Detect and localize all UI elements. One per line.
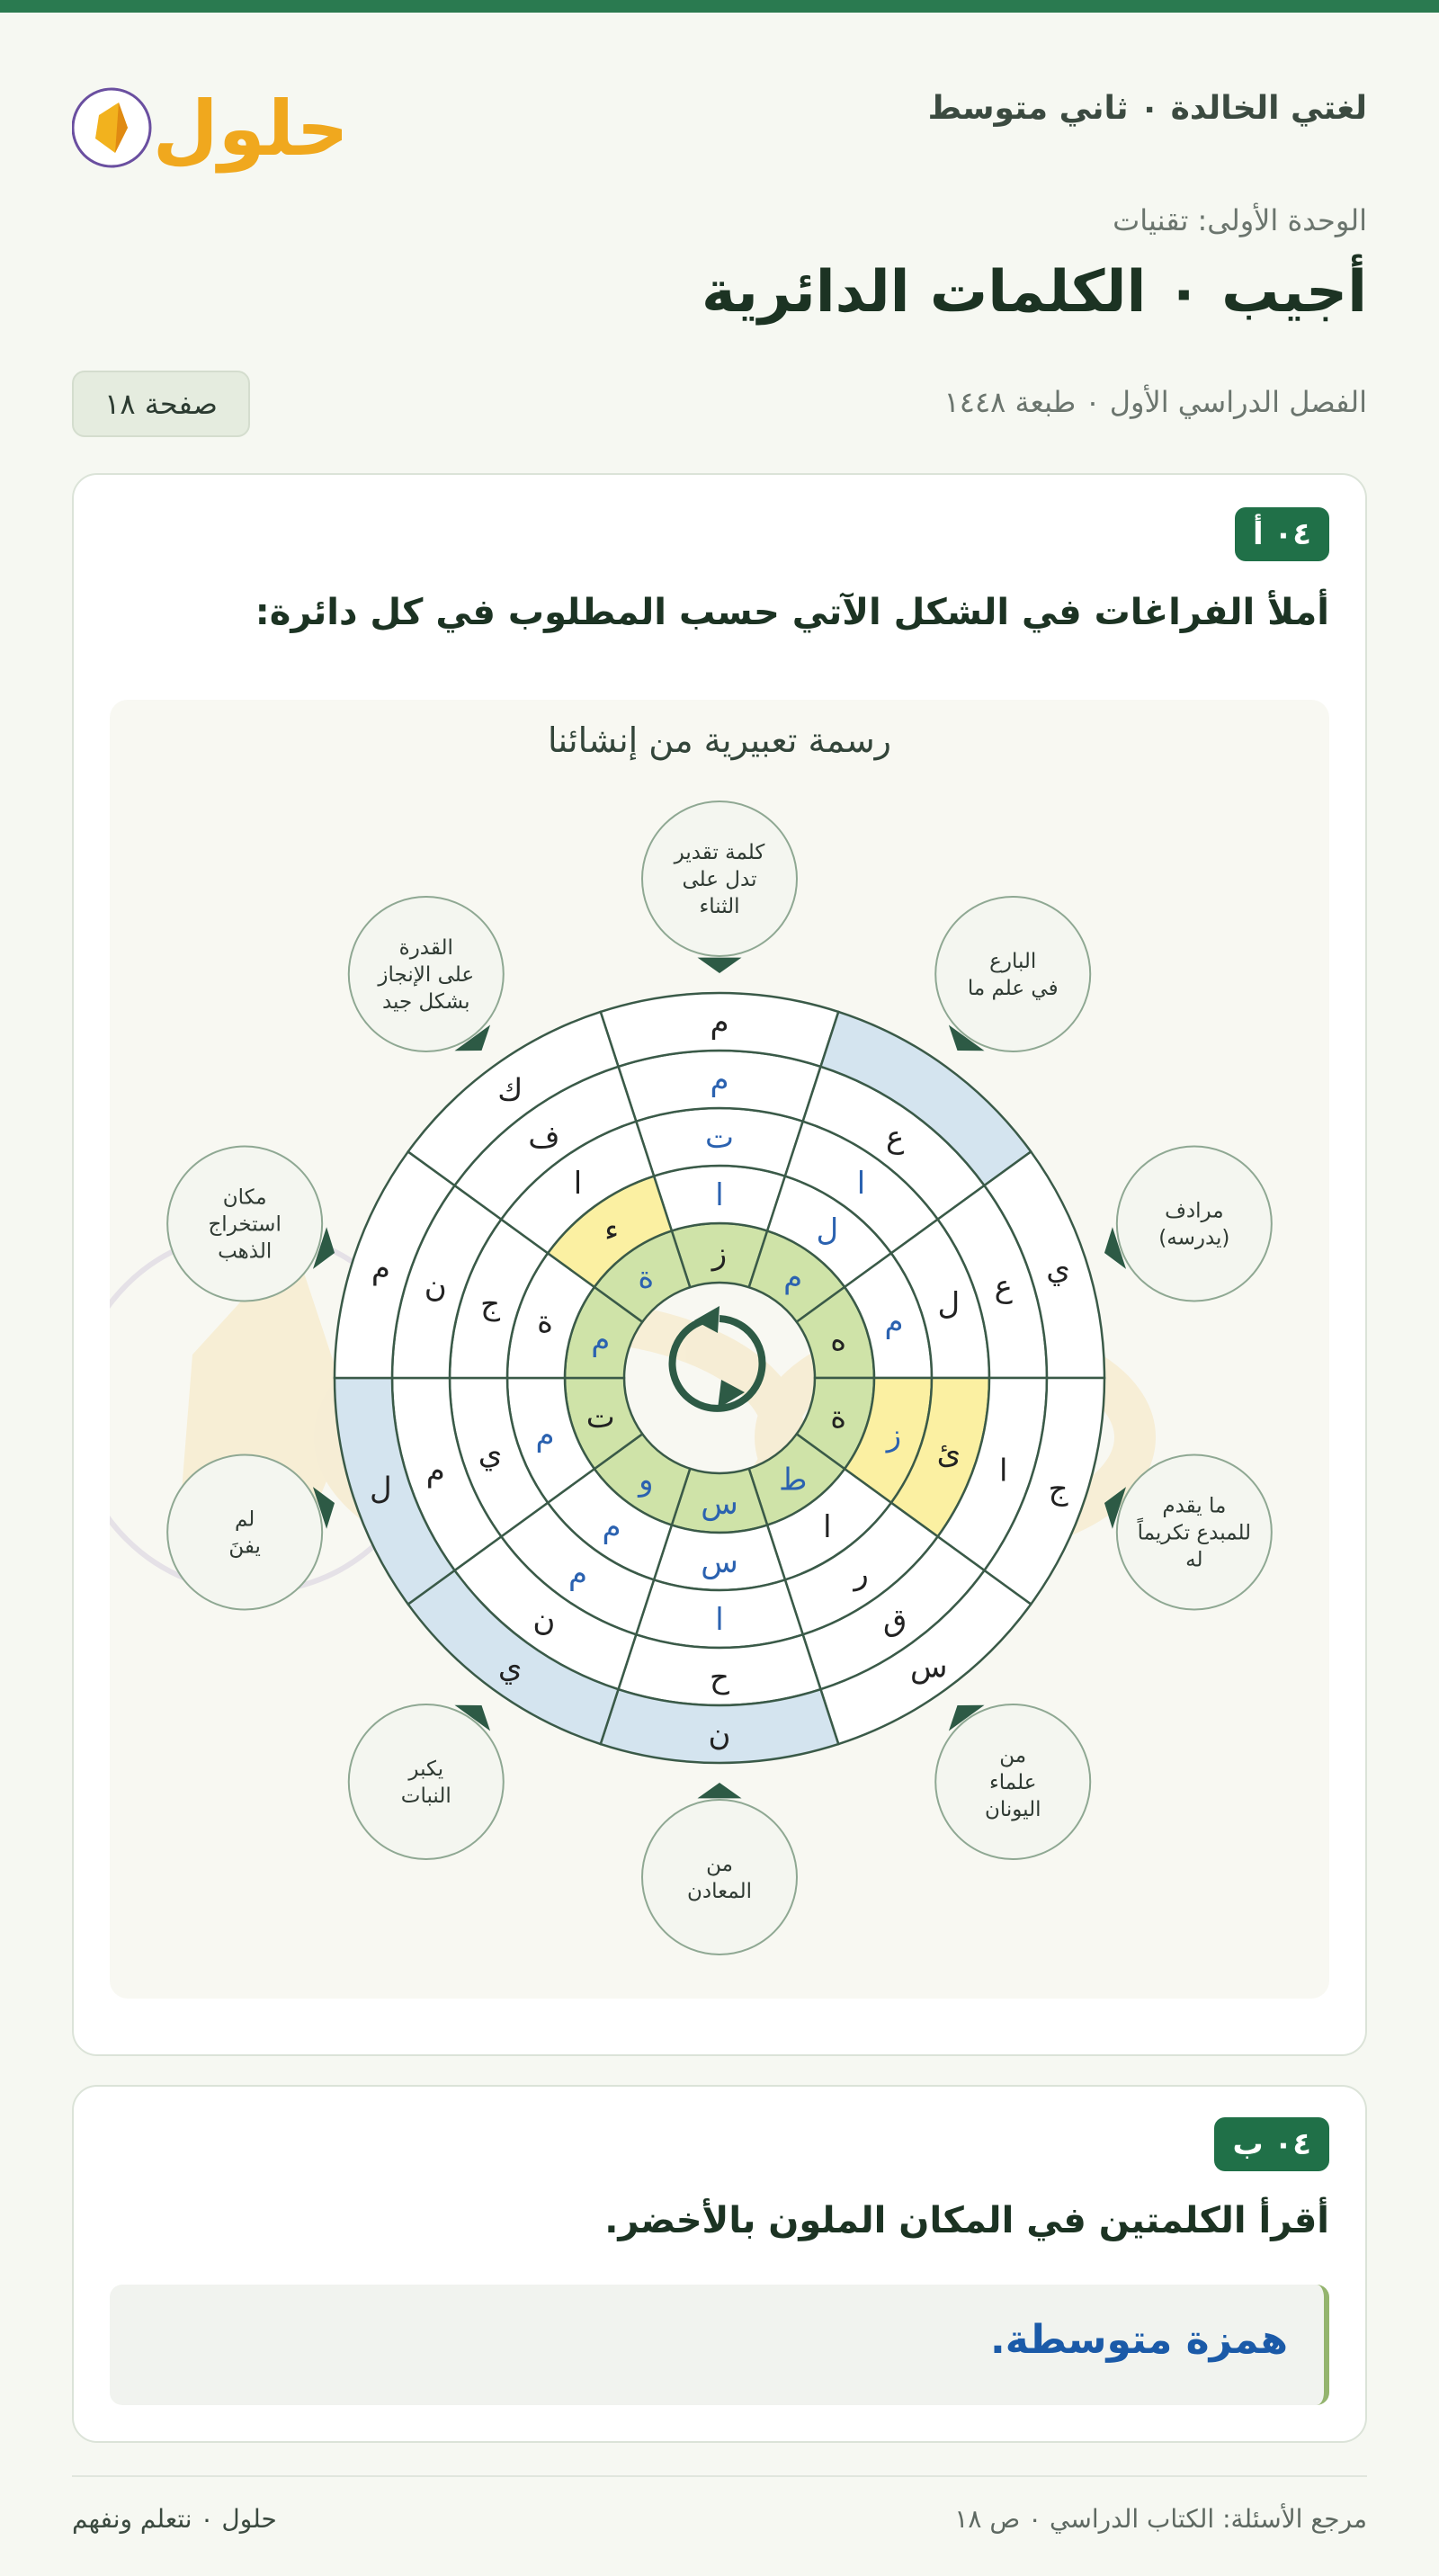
wheel-letter: م xyxy=(535,1418,555,1454)
wheel-letter: ق xyxy=(882,1602,907,1639)
term-edition: الفصل الدراسي الأول ٠ طبعة ١٤٤٨ xyxy=(943,385,1367,419)
wheel-letter: م xyxy=(783,1259,803,1296)
hint-text: ما يقدم للمبدع تكريماً له xyxy=(1137,1494,1252,1572)
wheel-letter: ت xyxy=(585,1399,615,1436)
hulul-logo[interactable] xyxy=(72,65,342,182)
hint-text: القدرة على الإنجاز بشكل جيد xyxy=(378,935,475,1014)
wheel-letter: م xyxy=(425,1453,445,1489)
wheel-letter: ل xyxy=(816,1212,839,1248)
wheel-letter: ة xyxy=(537,1303,553,1340)
wheel-letter: ي xyxy=(1046,1250,1070,1287)
page-title: أجيب ٠ الكلمات الدائرية xyxy=(702,259,1367,326)
question-card-4a xyxy=(72,473,1367,2056)
wheel-letter: ز xyxy=(711,1236,728,1272)
wheel-letter: ا xyxy=(823,1509,832,1546)
wheel-letter: ع xyxy=(885,1119,905,1156)
wheel-letter: ك xyxy=(497,1072,523,1109)
wheel-letter: ف xyxy=(528,1119,560,1156)
hint-text: يكبر النبات xyxy=(400,1758,451,1809)
top-accent-bar xyxy=(0,0,1439,13)
answer-box xyxy=(110,2285,1329,2405)
diagram-caption: رسمة تعبيرية من إنشائنا xyxy=(547,720,892,760)
wheel-letter: و xyxy=(639,1462,654,1498)
wheel-letter: ئ xyxy=(936,1435,961,1471)
wheel-letter: ح xyxy=(710,1659,729,1695)
wheel-letter: ت xyxy=(704,1120,735,1156)
wheel-letter: ن xyxy=(708,1717,731,1753)
wheel-letter: س xyxy=(910,1649,948,1686)
wheel-letter: م xyxy=(602,1509,621,1546)
wheel-letter: ي xyxy=(478,1435,503,1471)
question-number-badge: ٠٤ ب xyxy=(1214,2117,1329,2171)
wheel-letter: ة xyxy=(830,1399,847,1436)
wheel-letter: ن xyxy=(532,1602,556,1639)
wheel-letter: ة xyxy=(638,1259,655,1296)
hint-text: كلمة تقدير تدل على الثناء xyxy=(674,841,765,918)
wheel-letter: ا xyxy=(573,1166,583,1203)
wheel-letter: ن xyxy=(424,1268,447,1305)
wheel-letter: م xyxy=(884,1303,904,1340)
wheel-letter: ر xyxy=(854,1555,869,1592)
unit-label: الوحدة الأولى: تقنيات xyxy=(1113,203,1367,237)
hint-circle xyxy=(349,1704,504,1859)
wheel-letter: س xyxy=(701,1544,738,1580)
wheel-letter: س xyxy=(701,1486,738,1522)
wheel-letter: ج xyxy=(480,1286,501,1323)
wheel-letter: م xyxy=(710,1062,729,1098)
logo-text: حلول xyxy=(152,85,342,173)
hint-text: مرادف (يدرسه) xyxy=(1158,1199,1230,1250)
wheel-letter: ط xyxy=(778,1462,808,1498)
hint-text: من المعادن xyxy=(687,1853,752,1903)
hint-circle xyxy=(1117,1146,1272,1301)
footer-reference: مرجع الأسئلة: الكتاب الدراسي ٠ ص ١٨ xyxy=(954,2504,1367,2534)
wheel-letter: م xyxy=(568,1555,588,1592)
wheel-letter: ع xyxy=(994,1268,1013,1305)
hint-arrow xyxy=(698,1783,742,1798)
wheel-letter: ز xyxy=(886,1418,902,1454)
wheel-letter: ا xyxy=(715,1602,724,1638)
question-number-badge: ٠٤ أ xyxy=(1235,507,1329,561)
hint-text: لم يفنَ xyxy=(228,1507,261,1559)
question-text: أقرأ الكلمتين في المكان الملون بالأخضر. xyxy=(604,2200,1329,2241)
wheel-letter: ل xyxy=(370,1471,392,1507)
hint-arrow xyxy=(698,958,742,973)
answer-text: همزة متوسطة. xyxy=(990,2317,1288,2363)
wheel-letter: م xyxy=(371,1250,390,1287)
wheel-letter: ا xyxy=(999,1453,1008,1489)
hint-circle xyxy=(935,897,1090,1051)
hint-text: البارع في علم ما xyxy=(967,949,1059,1000)
wheel-letter: ء xyxy=(604,1212,620,1248)
hint-text: من علماء اليونان xyxy=(984,1744,1041,1822)
page-number-badge: صفحة ١٨ xyxy=(72,371,250,437)
wheel-letter: م xyxy=(591,1322,611,1359)
wheel-letter: ل xyxy=(937,1286,961,1323)
question-text: أملأ الفراغات في الشكل الآتي حسب المطلوب في كل دائرة: xyxy=(255,592,1329,633)
wheel-letter: ج xyxy=(1048,1471,1068,1507)
question-card-4b xyxy=(72,2085,1367,2443)
wheel-letter: ه xyxy=(830,1322,847,1359)
hint-circle xyxy=(167,1455,322,1610)
footer-divider xyxy=(72,2475,1367,2477)
wheel-letter: ي xyxy=(497,1649,523,1686)
book-series-title: لغتي الخالدة ٠ ثاني متوسط xyxy=(927,90,1367,127)
wheel-letter: م xyxy=(710,1005,729,1041)
hint-text: مكان استخراج الذهب xyxy=(208,1185,282,1264)
page-header xyxy=(72,54,1367,171)
wheel-svg xyxy=(110,700,1329,1999)
circular-words-diagram xyxy=(110,700,1329,1999)
hint-circle xyxy=(642,1800,797,1954)
footer-brand: حلول ٠ نتعلم ونفهم xyxy=(72,2504,277,2534)
wheel-letter: ا xyxy=(856,1166,866,1203)
wheel-letter: ا xyxy=(715,1177,724,1213)
